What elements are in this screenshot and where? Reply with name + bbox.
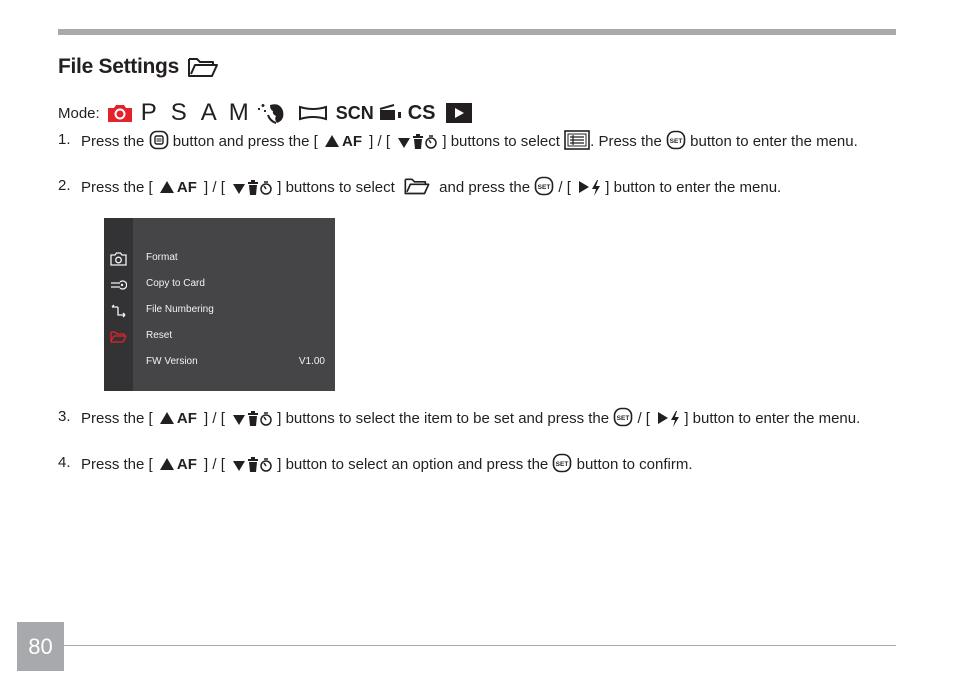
step-4 [58, 453, 898, 475]
menu-item-fw-version[interactable]: FW Version [146, 356, 198, 367]
menu-item-copy-to-card[interactable]: Copy to Card [146, 278, 205, 289]
step-text: and press the [439, 179, 531, 196]
flash-icon [591, 180, 601, 196]
mode-label: Mode: [58, 104, 100, 122]
settings-menu-icon [564, 130, 590, 150]
top-rule [58, 29, 896, 35]
step-number: 3. [58, 408, 71, 425]
step-number: 4. [58, 454, 71, 471]
af-label: AF [342, 133, 362, 150]
svg-text:SET: SET [616, 415, 630, 422]
set-button-icon [666, 130, 686, 150]
folder-icon [403, 176, 431, 196]
menu-item-file-numbering[interactable]: File Numbering [146, 304, 214, 315]
svg-text:SET: SET [669, 138, 683, 145]
svg-text:SET: SET [537, 184, 551, 191]
step-text: Press the [ [81, 410, 153, 427]
step-text: ] buttons to select [277, 179, 395, 196]
menu-item-reset[interactable]: Reset [146, 330, 173, 341]
trash-icon [247, 180, 259, 196]
step-text: . Press the [590, 133, 662, 150]
mode-cs: CS [407, 101, 436, 124]
up-arrow-icon [160, 412, 174, 424]
af-label: AF [176, 456, 197, 473]
panorama-icon [296, 103, 330, 123]
section-title-text: File Settings [58, 55, 179, 78]
self-timer-icon [259, 411, 273, 427]
step-text: ] buttons to select the item to be set and press the [277, 410, 610, 427]
camera-auto-icon [106, 103, 134, 123]
af-label: AF [176, 410, 197, 427]
up-arrow-icon [160, 458, 174, 470]
step-text: Press the [81, 133, 145, 150]
right-arrow-icon [579, 181, 589, 193]
playback-icon [446, 103, 472, 123]
af-label: AF [176, 179, 197, 196]
page-number: 80 [17, 622, 64, 671]
wrench-icon [110, 278, 127, 292]
camera-menu-screenshot [104, 218, 335, 391]
down-arrow-icon [233, 184, 245, 194]
step-text: ] button to enter the menu. [684, 410, 861, 427]
down-arrow-icon [233, 461, 245, 471]
mode-letters [134, 99, 254, 127]
step-text: button and press the [ [172, 133, 318, 150]
mode-s: S [170, 99, 187, 126]
step-text: Press the [ [81, 456, 153, 473]
mode-p: P [140, 99, 157, 126]
mode-m: M [228, 99, 249, 126]
fw-version-value: V1.00 [298, 356, 325, 367]
bottom-rule [64, 645, 896, 646]
step-text: button to enter the menu. [690, 133, 858, 150]
step-text: / [ [558, 179, 571, 196]
set-button-icon [552, 453, 572, 473]
set-button-icon [534, 176, 554, 196]
step-1 [58, 130, 898, 152]
step-text: / [ [637, 410, 650, 427]
menu-item-format[interactable]: Format [146, 252, 178, 263]
mode-scn: SCN [335, 102, 374, 123]
menu-sidebar [104, 218, 133, 391]
self-timer-icon [424, 134, 438, 150]
trash-icon [247, 457, 259, 473]
right-arrow-icon [658, 412, 668, 424]
down-arrow-icon [233, 415, 245, 425]
step-text: ] buttons to select [442, 133, 560, 150]
step-text: ] / [ [204, 456, 225, 473]
mode-a: A [200, 99, 217, 126]
set-button-icon [613, 407, 633, 427]
transfer-icon [110, 304, 127, 318]
movie-icon [378, 103, 404, 123]
camera-icon [110, 252, 127, 266]
step-text: ] / [ [204, 179, 225, 196]
step-3 [58, 407, 898, 429]
menu-button-icon [149, 130, 169, 150]
down-arrow-icon [398, 138, 410, 148]
up-arrow-icon [325, 135, 339, 147]
section-title [58, 55, 219, 79]
mode-line [58, 100, 472, 126]
trash-icon [412, 134, 424, 150]
folder-icon [110, 330, 127, 344]
folder-icon [187, 55, 219, 79]
self-timer-icon [259, 457, 273, 473]
step-number: 2. [58, 177, 71, 194]
step-text: ] / [ [204, 410, 225, 427]
portrait-beauty-icon [254, 101, 290, 125]
step-text: Press the [ [81, 179, 153, 196]
step-text: ] button to enter the menu. [605, 179, 782, 196]
step-text: ] button to select an option and press the [277, 456, 549, 473]
trash-icon [247, 411, 259, 427]
self-timer-icon [259, 180, 273, 196]
step-2 [58, 176, 898, 198]
step-number: 1. [58, 131, 71, 148]
step-text: button to confirm. [576, 456, 693, 473]
svg-text:SET: SET [556, 461, 569, 468]
up-arrow-icon [160, 181, 174, 193]
flash-icon [670, 411, 680, 427]
step-text: ] / [ [369, 133, 391, 150]
